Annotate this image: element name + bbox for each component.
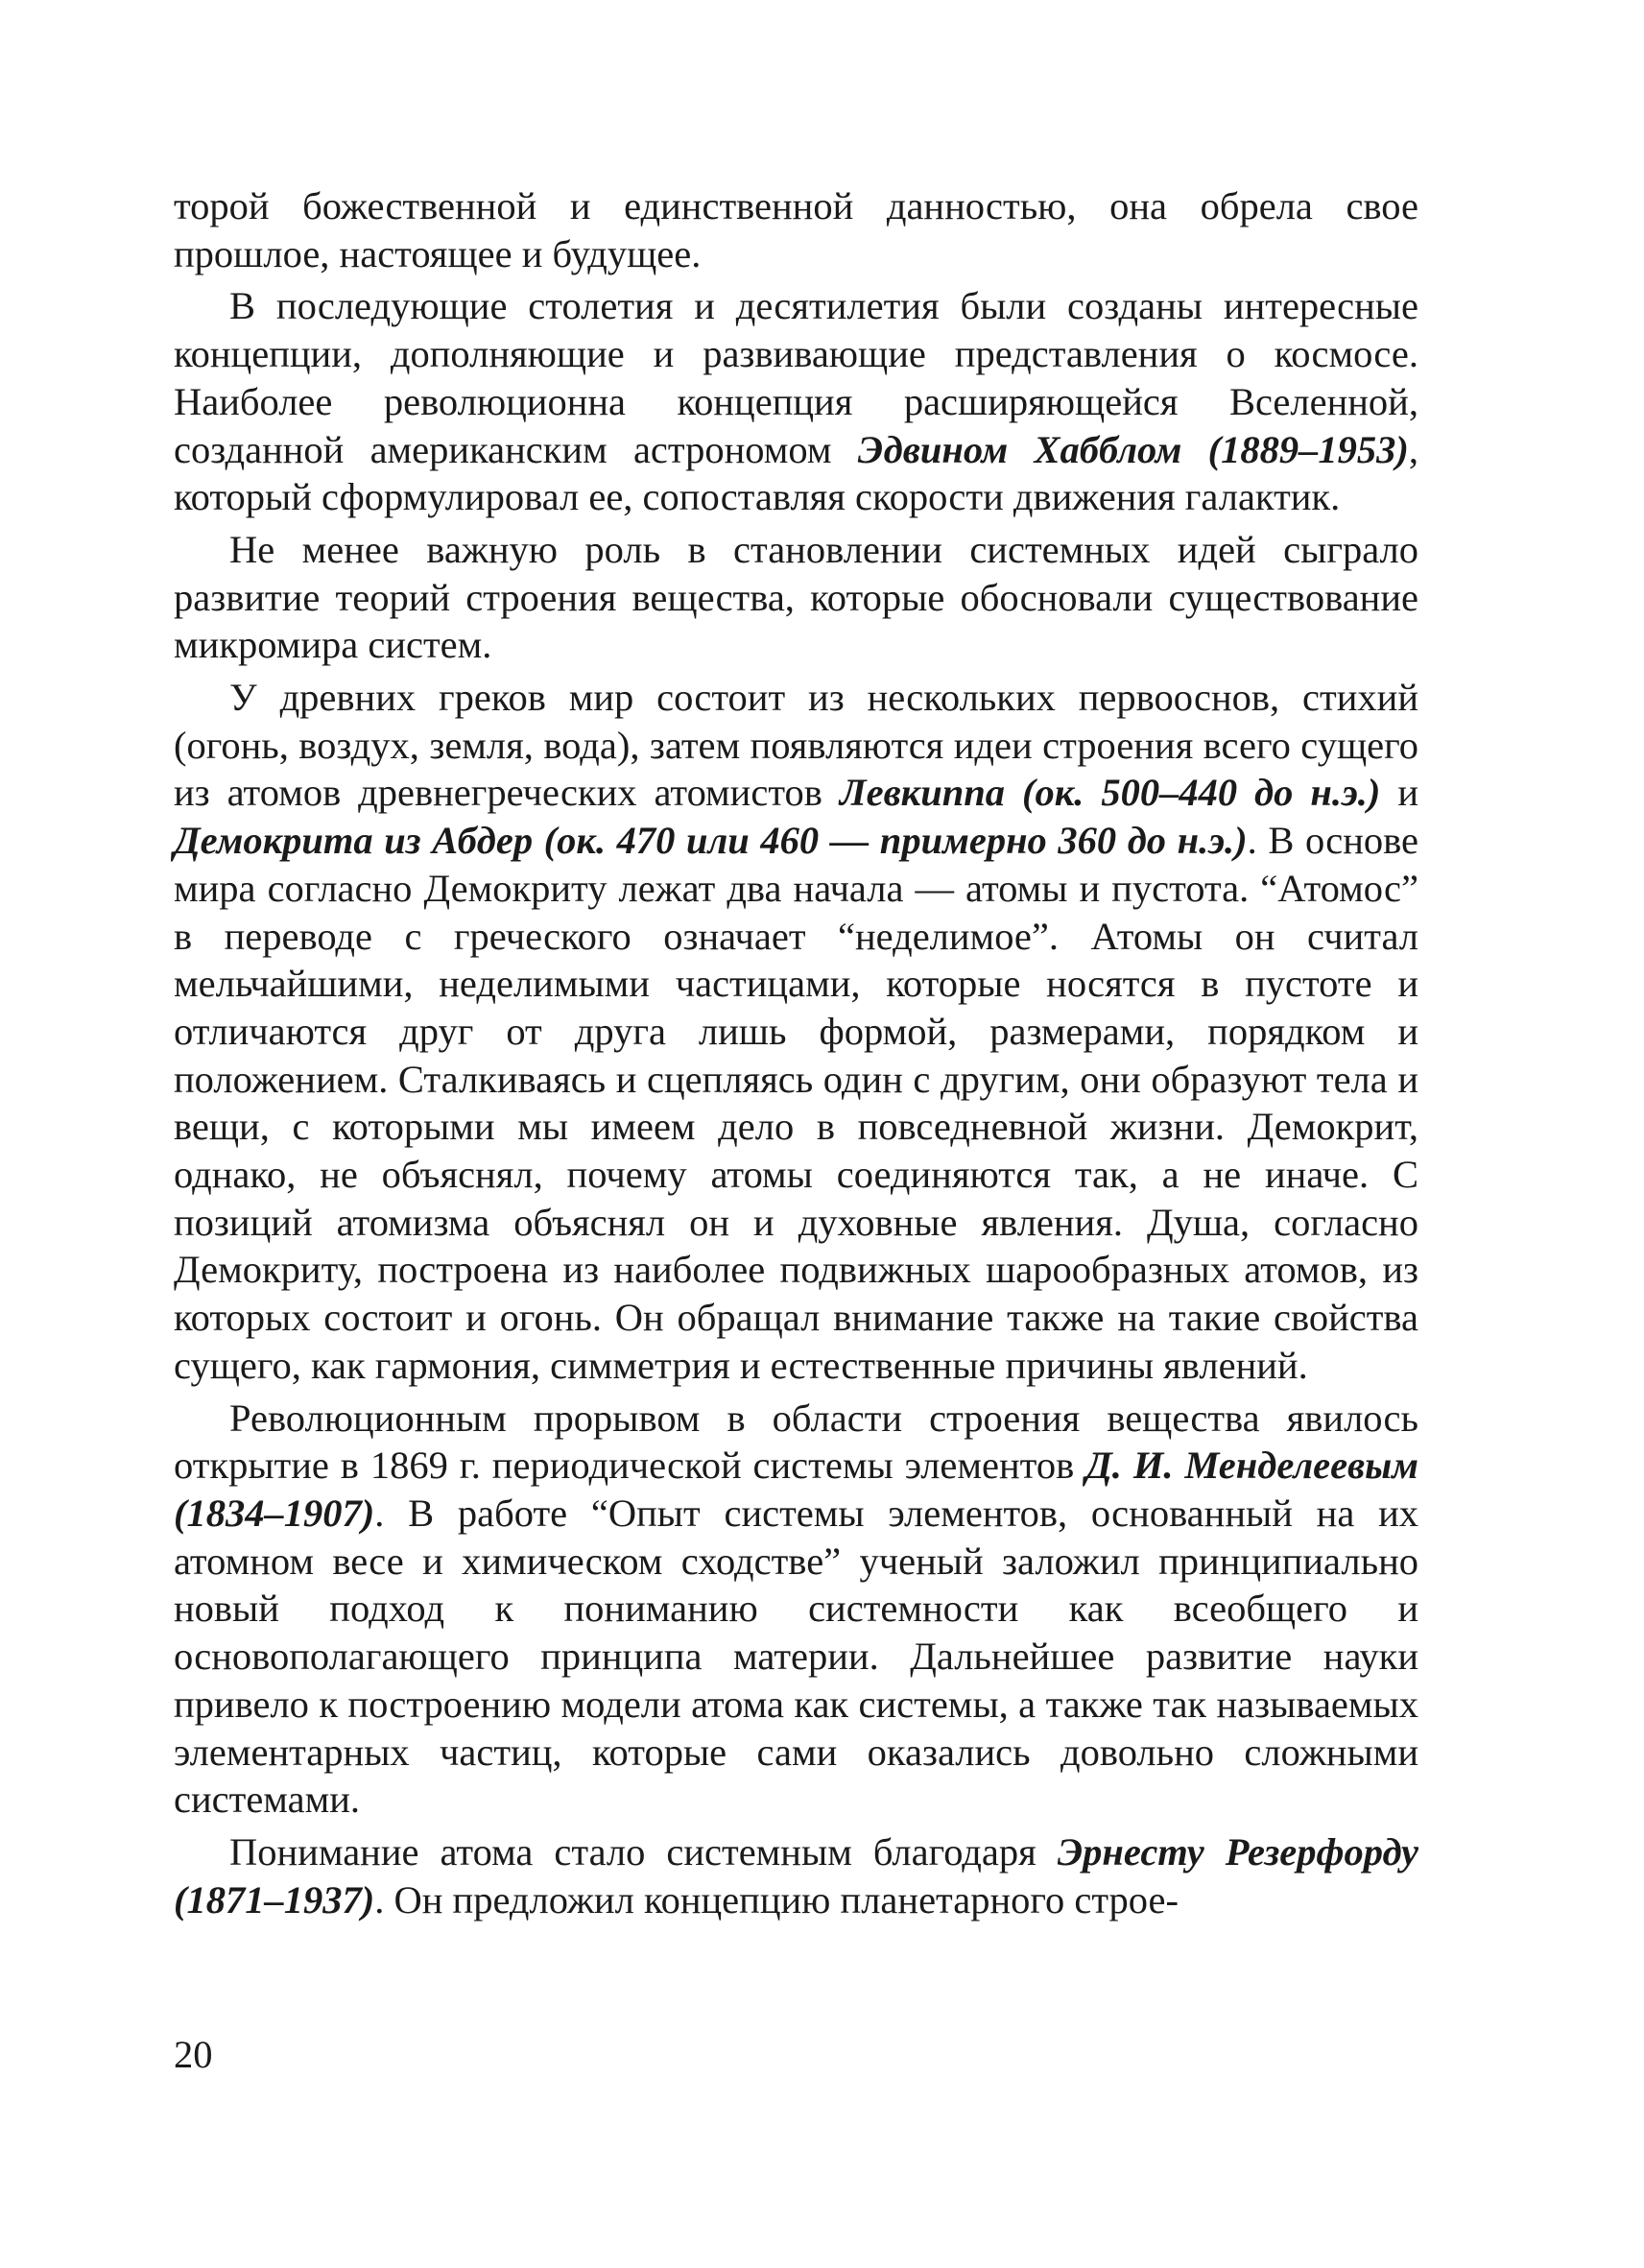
paragraph-text: . В основе мира согласно Демокриту лежат два начала — атомы и пустота. “Атомос” в переводе с греческого означает “неделимое”. Атомы он считал мельчайшими, неделимыми частицами, которые носятся в пустоте и отличаются друг от друга лишь формой, размерами, порядком и положением. Сталкиваясь и сцепляясь один с другим, они образуют тела и вещи, с которыми мы имеем дело в повседневной жизни. Демокрит, однако, не объяснял, почему атомы соединяются так, а не иначе. С позиций атомизма объяснял он и духовные явления. Душа, согласно Демокриту, построена из наиболее подвижных шарообразных атомов, из которых состоит и огонь. Он обращал внимание также на такие свойства сущего, как гармония, симметрия и естественные причины явлений.	[174, 819, 1418, 1387]
page-number: 20	[174, 2033, 213, 2076]
emphasized-name-democritus: Демокрита из Абдер (ок. 470 или 460 — примерно 360 до н.э.)	[174, 819, 1248, 863]
paragraph-text: Не менее важную роль в становлении системных идей сыграло развитие теорий строения вещества, которые обосновали существование микромира систем.	[174, 527, 1418, 667]
emphasized-name-rutherford: Эрнесту Резерфорду (1871–1937)	[174, 1829, 1419, 1922]
paragraph-6	[174, 1828, 1418, 1923]
paragraph-2	[174, 282, 1418, 521]
emphasized-name-mendeleev: Д. И. Менделеевым (1834–1907)	[174, 1444, 1419, 1535]
paragraph-text: . В работе “Опыт системы элементов, основанный на их атомном весе и химическом сходстве” ученый заложил принципиально новый подход к пониманию системности как всеобщего и основополагающего принципа материи. Дальнейшее развитие науки привело к построению модели атома как системы, а также так называемых элементарных частиц, которые сами оказались довольно сложными системами.	[174, 1491, 1418, 1822]
paragraph-text: и	[1380, 771, 1419, 815]
paragraph-text: . Он предложил концепцию планетарного строе-	[374, 1877, 1179, 1922]
paragraph-4	[174, 674, 1418, 1390]
paragraph-text: В последующие столетия и десятилетия были созданы интересные концепции, дополняющие и развивающие представления о космосе. Наиболее революционна концепция расширяющейся Вселенной, созданной американским астрономом	[174, 284, 1418, 471]
emphasized-name-hubble: Эдвином Хабблом (1889–1953)	[857, 427, 1409, 471]
emphasized-name-leucippus: Левкиппа (ок. 500–440 до н.э.)	[839, 771, 1381, 815]
body-text	[174, 182, 1418, 1923]
paragraph-text: У древних греков мир состоит из нескольких первооснов, стихий (огонь, воздух, земля, вода), затем появляются идеи строения всего сущего из атомов древнегреческих атомистов	[174, 676, 1418, 815]
paragraph-text: Революционным прорывом в области строения вещества явилось открытие в 1869 г. периодической системы элементов	[174, 1396, 1418, 1488]
paragraph-text: , который сформулировал ее, сопоставляя скорости движения галактик.	[174, 427, 1418, 519]
paragraph-text: торой божественной и единственной данностью, она обрела свое прошлое, настоящее и будущее.	[174, 184, 1418, 275]
paragraph-5	[174, 1395, 1418, 1824]
paragraph-1	[174, 182, 1418, 277]
paragraph-3	[174, 526, 1418, 669]
paragraph-text: Понимание атома стало системным благодаря	[229, 1829, 1058, 1874]
